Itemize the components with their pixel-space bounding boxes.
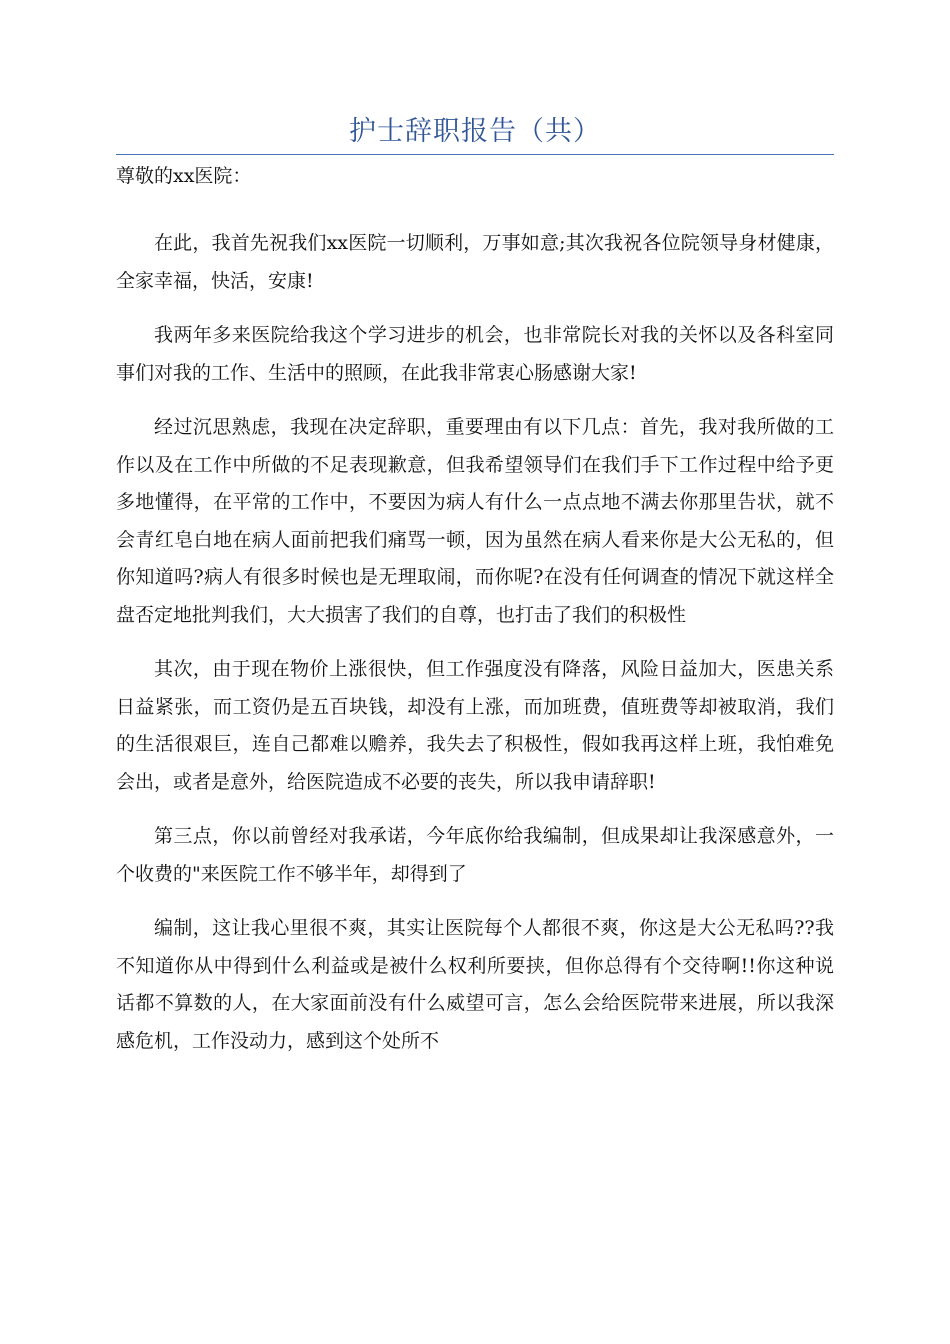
salutation: 尊敬的xx医院： — [116, 165, 252, 187]
document-title: 护士辞职报告（共） — [349, 116, 601, 147]
title-underline — [116, 154, 834, 155]
document-body — [116, 225, 834, 1077]
paragraph-reason-second: 其次，由于现在物价上涨很快，但工作强度没有降落，风险日益加大，医患关系日益紧张，而工资仍是五百块钱，却没有上涨，而加班费，值班费等却被取消，我们的生活很艰巨，连自己都难以赡养，我失去了积极性，假如我再这样上班，我怕难免会出，或者是意外，给医院造成不必要的丧失，所以我申请辞职! — [116, 658, 834, 793]
paragraph-continuation: 编制，这让我心里很不爽，其实让医院每个人都很不爽，你这是大公无私吗??我不知道你从中得到什么利益或是被什么权利所要挟，但你总得有个交待啊!!你这种说话都不算数的人，在大家面前没有什么威望可言，怎么会给医院带来进展，所以我深感危机，工作没动力，感到这个处所不 — [116, 917, 834, 1052]
paragraph-reason-first: 经过沉思熟虑，我现在决定辞职，重要理由有以下几点：首先，我对我所做的工作以及在工作中所做的不足表现歉意，但我希望领导们在我们手下工作过程中给予更多地懂得，在平常的工作中，不要因为病人有什么一点点地不满去你那里告状，就不会青红皂白地在病人面前把我们痛骂一顿，因为虽然在病人看来你是大公无私的，但你知道吗?病人有很多时候也是无理取闹，而你呢?在没有任何调查的情况下就这样全盘否定地批判我们，大大损害了我们的自尊，也打击了我们的积极性 — [116, 416, 834, 626]
paragraph-greeting: 在此，我首先祝我们xx医院一切顺利，万事如意;其次我祝各位院领导身材健康，全家幸福，快活，安康! — [116, 232, 834, 292]
paragraph-thanks: 我两年多来医院给我这个学习进步的机会，也非常院长对我的关怀以及各科室同事们对我的工作、生活中的照顾，在此我非常衷心肠感谢大家! — [116, 324, 834, 384]
paragraph-reason-third: 第三点，你以前曾经对我承诺，今年底你给我编制，但成果却让我深感意外，一个收费的"来医院工作不够半年，却得到了 — [116, 825, 834, 885]
